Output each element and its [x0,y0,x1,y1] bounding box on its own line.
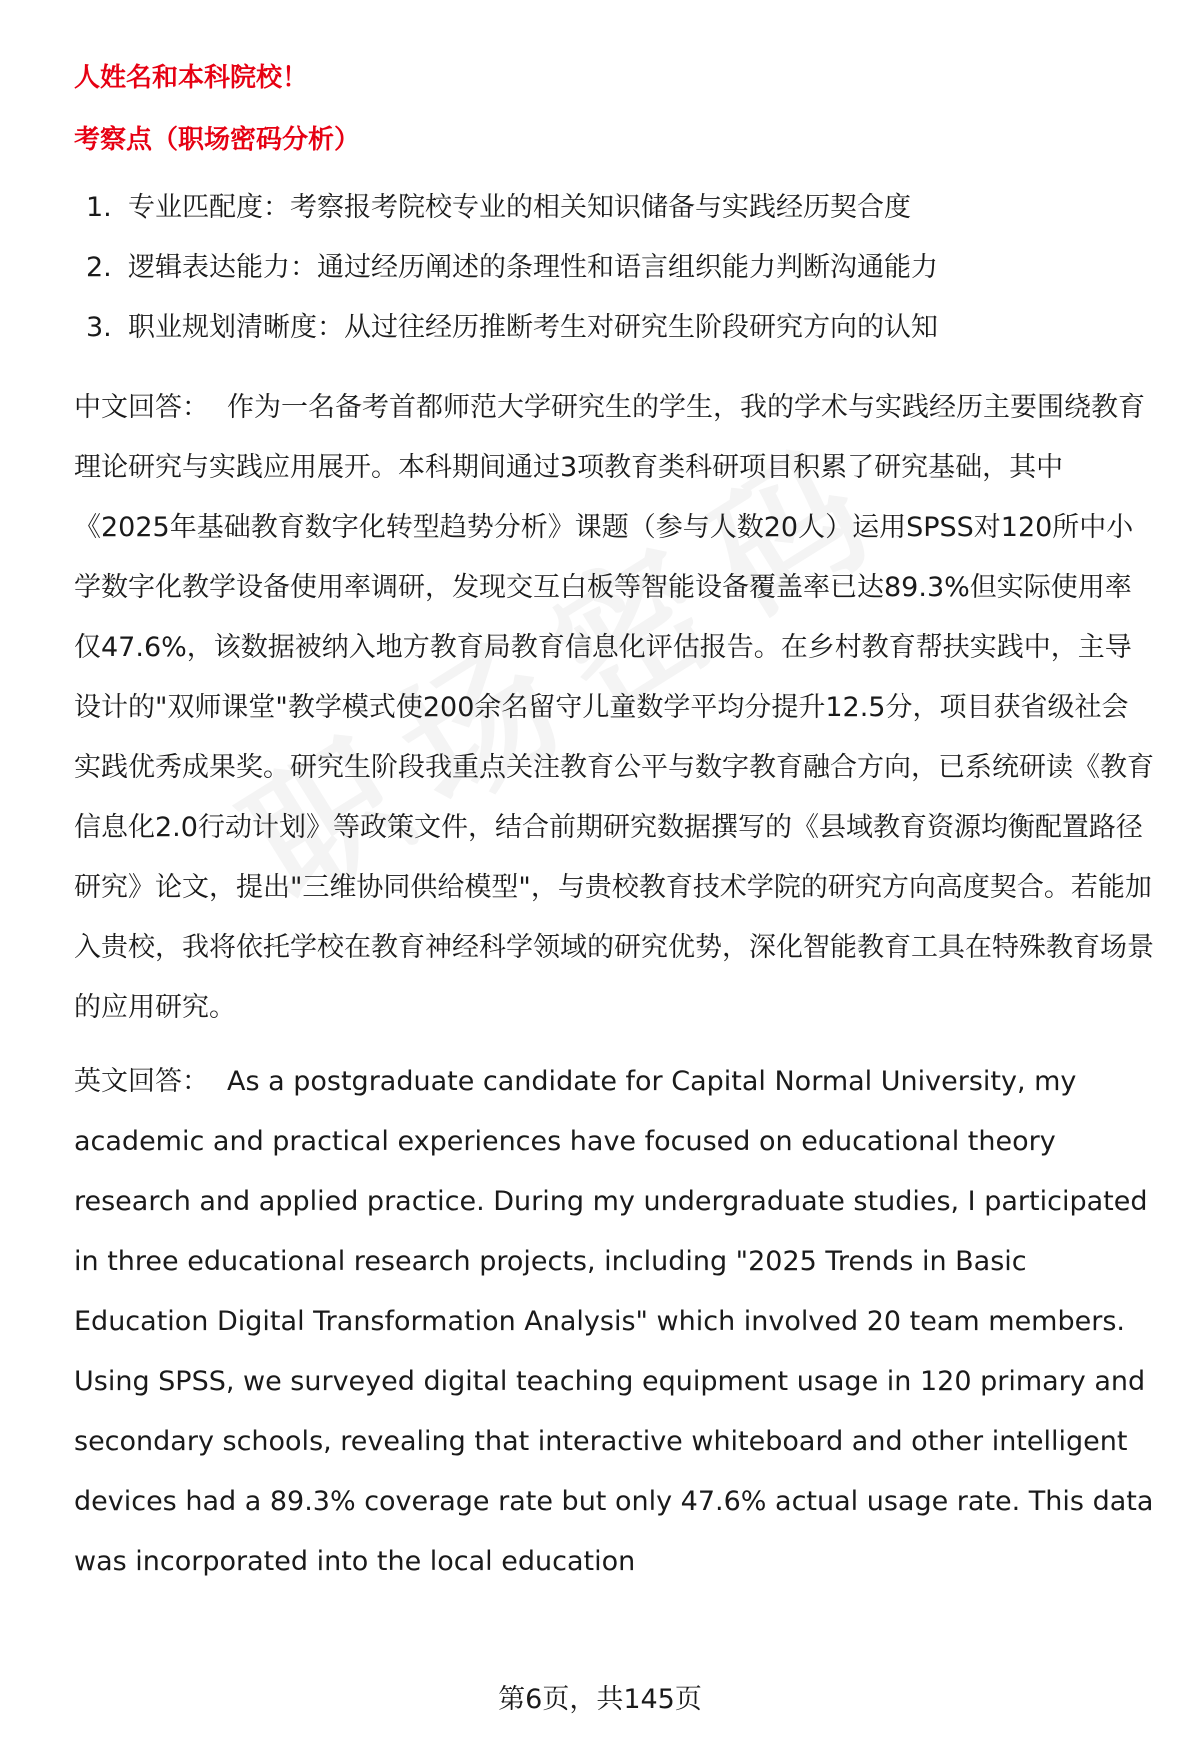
english-answer [74,1052,1154,1592]
list-item [86,178,1154,238]
list-item-text: 职业规划清晰度：从过往经历推断考生对研究生阶段研究方向的认知 [128,312,938,343]
english-answer-label: 英文回答： [74,1066,209,1097]
list-item-number: 2. [86,252,112,283]
list-item [86,298,1154,358]
english-answer-text: As a postgraduate candidate for Capital Normal University, my academic and practical experiences have focused on educational theory research and applied practice. During my undergraduate studies, I participated in three educational research projects, including "2025 Trends in Basic Education Digital Transformation Analysis" which involved 20 team members. Using SPSS, we surveyed digital teaching equipment usage in 120 primary and secondary schools, revealing that interactive whiteboard and other intelligent devices had a 89.3% coverage rate but only 47.6% actual usage rate. This data was incorporated into the local education [74,1066,1154,1577]
chinese-answer [74,378,1154,1038]
list-item-text: 逻辑表达能力：通过经历阐述的条理性和语言组织能力判断沟通能力 [128,252,938,283]
header-line-1: 人姓名和本科院校！ [74,63,309,93]
section-title: 考察点（职场密码分析） [74,125,361,155]
list-item-number: 1. [86,192,112,223]
list-item-number: 3. [86,312,112,343]
page-footer: 第6页，共145页 [498,1684,702,1715]
assessment-points-list [74,178,1154,358]
chinese-answer-label: 中文回答： [74,392,209,423]
list-item [86,238,1154,298]
list-item-text: 专业匹配度：考察报考院校专业的相关知识储备与实践经历契合度 [128,192,911,223]
document-page [74,58,1154,1606]
chinese-answer-text: 作为一名备考首都师范大学研究生的学生，我的学术与实践经历主要围绕教育理论研究与实践应用展开。本科期间通过3项教育类科研项目积累了研究基础，其中《2025年基础教育数字化转型趋势分析》课题（参与人数20人）运用SPSS对120所中小学数字化教学设备使用率调研，发现交互白板等智能设备覆盖率已达89.3%但实际使用率仅47.6%，该数据被纳入地方教育局教育信息化评估报告。在乡村教育帮扶实践中，主导设计的"双师课堂"教学模式使200余名留守儿童数学平均分提升12.5分，项目获省级社会实践优秀成果奖。研究生阶段我重点关注教育公平与数字教育融合方向，已系统研读《教育信息化2.0行动计划》等政策文件，结合前期研究数据撰写的《县域教育资源均衡配置路径研究》论文，提出"三维协同供给模型"，与贵校教育技术学院的研究方向高度契合。若能加入贵校，我将依托学校在教育神经科学领域的研究优势，深化智能教育工具在特殊教育场景的应用研究。 [74,392,1154,1023]
